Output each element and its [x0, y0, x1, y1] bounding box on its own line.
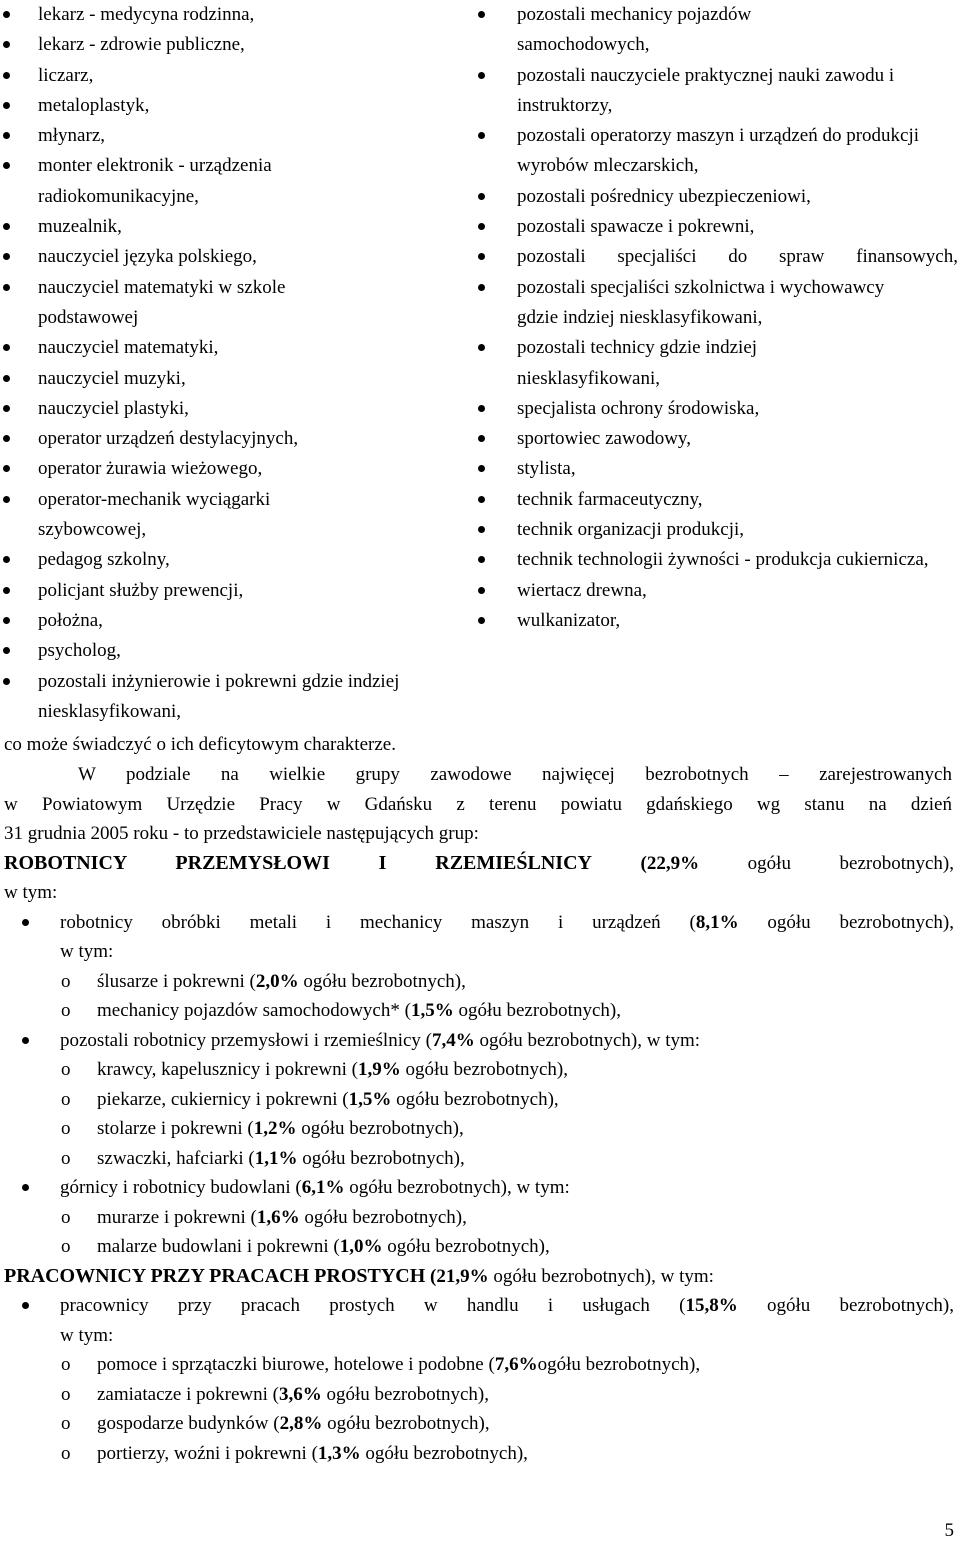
bullet-icon: [3, 284, 10, 291]
bullet-icon: [3, 223, 10, 230]
list-item: stylista,: [478, 454, 958, 484]
page-number: 5: [944, 1520, 954, 1541]
body-text: [0, 730, 960, 1468]
list-item: nauczyciel języka polskiego,: [0, 242, 470, 272]
list-item: pozostali inżynierowie i pokrewni gdzie indziej niesklasyfikowani,: [0, 667, 433, 728]
bullet-icon: [22, 1302, 29, 1309]
bullet-icon: [478, 193, 485, 200]
list-item: lekarz - zdrowie publiczne,: [0, 30, 470, 60]
list-item: młynarz,: [0, 121, 470, 151]
sub-item: o gospodarze budynków (2,8% ogółu bezrobotnych),: [61, 1413, 490, 1434]
bullet-icon: [3, 647, 10, 654]
bullet-icon: [478, 405, 485, 412]
list-item: monter elektronik - urządzenia radiokomunikacyjne,: [0, 151, 383, 212]
list-item: nauczyciel matematyki,: [0, 333, 470, 363]
list-item: pozostali technicy gdzie indziej niesklasyfikowani,: [478, 333, 892, 394]
bullet-icon: [478, 253, 485, 260]
group-item: pozostali robotnicy przemysłowi i rzemieślnicy (7,4% ogółu bezrobotnych), w tym:: [0, 1026, 960, 1056]
group-item: górnicy i robotnicy budowlani (6,1% ogółu bezrobotnych), w tym:: [0, 1173, 960, 1203]
group-heading-cont: w tym:: [4, 882, 58, 903]
list-item: liczarz,: [0, 61, 470, 91]
bullet-icon: [3, 11, 10, 18]
bullet-icon: [3, 41, 10, 48]
sub-item: o mechanicy pojazdów samochodowych* (1,5% ogółu bezrobotnych),: [61, 1000, 621, 1021]
list-item: technik farmaceutyczny,: [478, 485, 958, 515]
bullet-icon: [478, 132, 485, 139]
bullet-icon: [478, 556, 485, 563]
bullet-icon: [478, 284, 485, 291]
bullet-icon: [3, 253, 10, 260]
list-item: pozostali operatorzy maszyn i urządzeń do produkcji wyrobów mleczarskich,: [478, 121, 960, 182]
bullet-icon: [3, 617, 10, 624]
bullet-icon: [3, 496, 10, 503]
bullet-icon: [3, 132, 10, 139]
bullet-icon: [478, 617, 485, 624]
list-item: położna,: [0, 606, 470, 636]
bullet-icon: [3, 102, 10, 109]
occupation-list-left: [0, 0, 470, 727]
list-item: nauczyciel matematyki w szkole podstawowej: [0, 273, 368, 334]
group-heading: ROBOTNICY PRZEMYSŁOWI I RZEMIEŚLNICY (22,9% ogółu bezrobotnych),: [4, 851, 955, 874]
bullet-icon: [3, 587, 10, 594]
list-item: operator-mechanik wyciągarki szybowcowej,: [0, 485, 383, 546]
bullet-icon: [478, 223, 485, 230]
list-item: technik organizacji produkcji,: [478, 515, 958, 545]
bullet-icon: [3, 162, 10, 169]
list-item: policjant służby prewencji,: [0, 576, 470, 606]
sub-item: o zamiatacze i pokrewni (3,6% ogółu bezrobotnych),: [61, 1383, 489, 1405]
sub-item: o ślusarze i pokrewni (2,0% ogółu bezrobotnych),: [61, 970, 466, 992]
list-item: pedagog szkolny,: [0, 545, 470, 575]
sub-item: o krawcy, kapelusznicy i pokrewni (1,9% ogółu bezrobotnych),: [61, 1059, 568, 1080]
sub-item: o malarze budowlani i pokrewni (1,0% ogółu bezrobotnych),: [61, 1236, 550, 1257]
list-item: nauczyciel muzyki,: [0, 364, 470, 394]
list-item: wiertacz drewna,: [478, 576, 958, 606]
sub-item: o murarze i pokrewni (1,6% ogółu bezrobotnych),: [61, 1206, 467, 1228]
list-item: pozostali specjaliści do spraw finansowych,: [478, 242, 958, 272]
list-item: sportowiec zawodowy,: [478, 424, 958, 454]
bullet-icon: [478, 587, 485, 594]
bullet-icon: [3, 556, 10, 563]
bullet-icon: [3, 72, 10, 79]
group-heading: PRACOWNICY PRZY PRACACH PROSTYCH (21,9% ogółu bezrobotnych), w tym:: [4, 1264, 714, 1287]
sub-item: o portierzy, woźni i pokrewni (1,3% ogółu bezrobotnych),: [61, 1442, 528, 1464]
list-item: pozostali spawacze i pokrewni,: [478, 212, 958, 242]
occupation-list-right: [478, 0, 958, 636]
bullet-icon: [478, 526, 485, 533]
bullet-icon: [3, 465, 10, 472]
list-item: metaloplastyk,: [0, 91, 470, 121]
list-item: technik technologii żywności - produkcja cukiernicza,: [478, 545, 960, 575]
list-item: muzealnik,: [0, 212, 470, 242]
list-item: nauczyciel plastyki,: [0, 394, 470, 424]
bullet-icon: [3, 375, 10, 382]
paragraph-line: 31 grudnia 2005 roku - to przedstawiciele następujących grup:: [4, 823, 479, 844]
bullet-icon: [478, 465, 485, 472]
sub-item: o piekarze, cukiernicy i pokrewni (1,5% ogółu bezrobotnych),: [61, 1088, 559, 1110]
bullet-icon: [478, 11, 485, 18]
list-item: pozostali mechanicy pojazdów samochodowych,: [478, 0, 877, 61]
list-item: wulkanizator,: [478, 606, 958, 636]
bullet-icon: [478, 72, 485, 79]
list-item: pozostali specjaliści szkolnictwa i wychowawcy gdzie indziej niesklasyfikowani,: [478, 273, 897, 334]
sub-item: o szwaczki, hafciarki (1,1% ogółu bezrobotnych),: [61, 1147, 465, 1169]
list-item: operator żurawia wieżowego,: [0, 454, 470, 484]
bullet-icon: [22, 1184, 29, 1191]
sub-item: o stolarze i pokrewni (1,2% ogółu bezrobotnych),: [61, 1118, 464, 1139]
list-item: lekarz - medycyna rodzinna,: [0, 0, 470, 30]
continuation-text: co może świadczyć o ich deficytowym charakterze.: [4, 734, 396, 755]
list-item: specjalista ochrony środowiska,: [478, 394, 958, 424]
sub-item: o pomoce i sprzątaczki biurowe, hotelowe i podobne (7,6%ogółu bezrobotnych),: [61, 1354, 701, 1375]
bullet-icon: [3, 678, 10, 685]
list-item: psycholog,: [0, 636, 470, 666]
bullet-icon: [478, 344, 485, 351]
bullet-icon: [3, 344, 10, 351]
bullet-icon: [22, 919, 29, 926]
list-item: pozostali pośrednicy ubezpieczeniowi,: [478, 182, 958, 212]
group-item: robotnicy obróbki metali i mechanicy maszyn i urządzeń (8,1% ogółu bezrobotnych), w tym:: [0, 908, 960, 967]
bullet-icon: [22, 1037, 29, 1044]
bullet-icon: [478, 435, 485, 442]
paragraph-line: w Powiatowym Urzędzie Pracy w Gdańsku z terenu powiatu gdańskiego wg stanu na dzień: [4, 793, 952, 815]
list-item: operator urządzeń destylacyjnych,: [0, 424, 470, 454]
list-item: pozostali nauczyciele praktycznej nauki zawodu i instruktorzy,: [478, 61, 960, 122]
paragraph-line: W podziale na wielkie grupy zawodowe najwięcej bezrobotnych – zarejestrowanych: [78, 764, 952, 785]
bullet-icon: [3, 435, 10, 442]
group-item: pracownicy przy pracach prostych w handlu i usługach (15,8% ogółu bezrobotnych), w tym:: [0, 1291, 960, 1350]
bullet-icon: [3, 405, 10, 412]
bullet-icon: [478, 496, 485, 503]
